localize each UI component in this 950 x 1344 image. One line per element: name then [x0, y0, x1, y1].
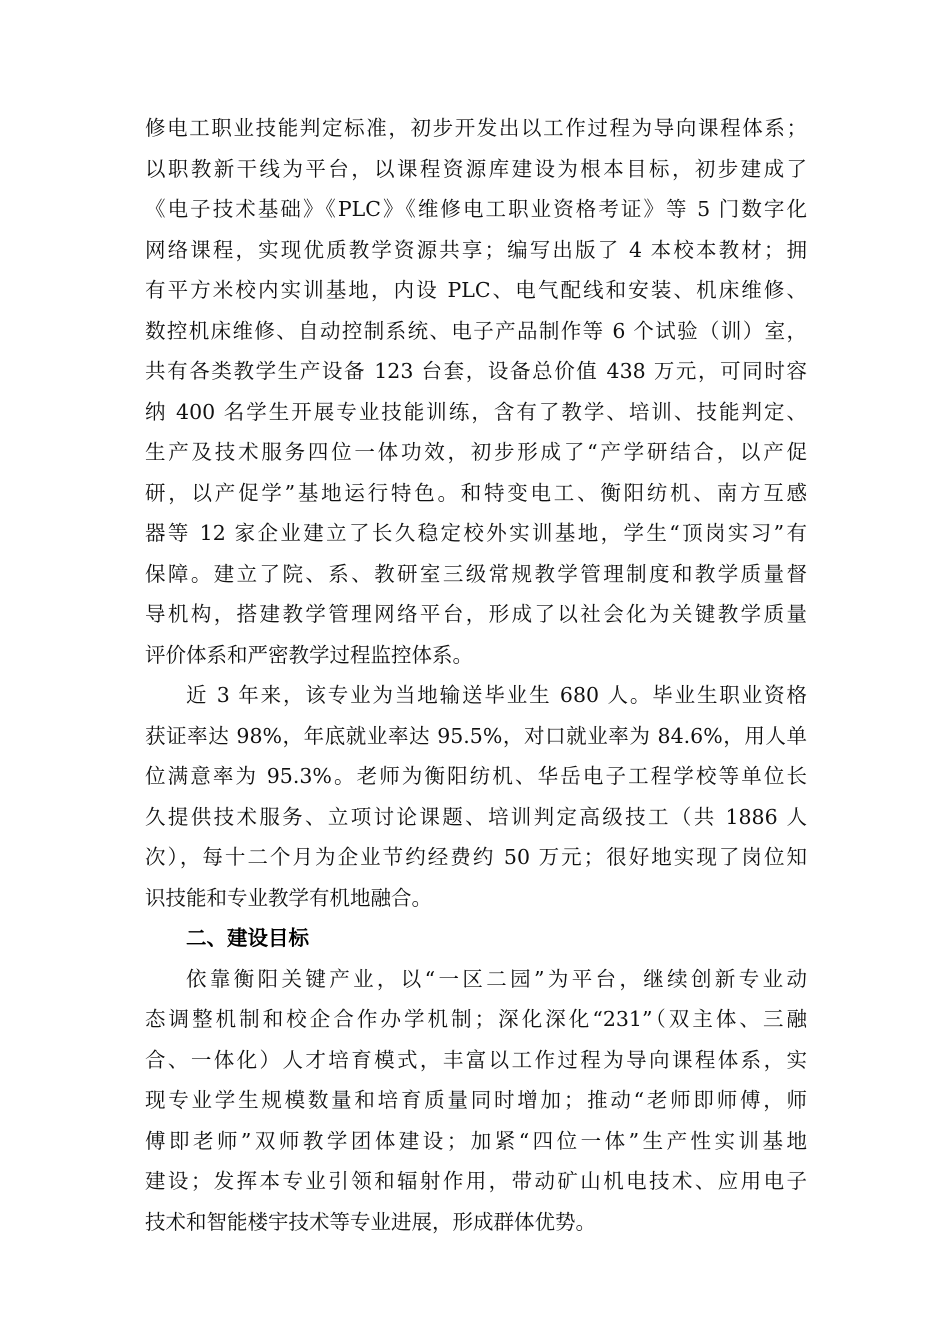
- text-line: 位满意率为 95.3%。老师为衡阳纺机、华岳电子工程学校等单位长: [145, 764, 807, 788]
- text-line: 建设；发挥本专业引领和辐射作用，带动矿山机电技术、应用电子: [145, 1169, 807, 1193]
- text-line: 研，以产促学”基地运行特色。和特变电工、衡阳纺机、南方互感: [145, 480, 807, 505]
- text-line: 评价体系和严密教学过程监控体系。: [145, 642, 473, 667]
- text-line: 久提供技术服务、立项讨论课题、培训判定高级技工（共 1886 人: [145, 804, 807, 829]
- text-line: 技术和智能楼宇技术等专业进展，形成群体优势。: [145, 1209, 596, 1234]
- text-line: 网络课程，实现优质教学资源共享；编写出版了 4 本校本教材；拥: [145, 237, 807, 262]
- text-line: 《电子技术基础》《PLC》《维修电工职业资格考证》等 5 门数字化: [145, 197, 807, 221]
- text-line: 获证率达 98%，年底就业率达 95.5%，对口就业率为 84.6%，用人单: [145, 723, 807, 748]
- text-line: 依靠衡阳关键产业，以“一区二园”为平台，继续创新专业动: [186, 966, 807, 991]
- text-line: 共有各类教学生产设备 123 台套，设备总价值 438 万元，可同时容: [145, 359, 807, 383]
- text-line: 次），每十二个月为企业节约经费约 50 万元；很好地实现了岗位知: [145, 845, 807, 869]
- text-line: 有平方米校内实训基地，内设 PLC、电气配线和安装、机床维修、: [145, 278, 807, 302]
- text-line: 合、一体化）人才培育模式，丰富以工作过程为导向课程体系，实: [145, 1047, 807, 1072]
- text-line: 器等 12 家企业建立了长久稳定校外实训基地，学生“顶岗实习”有: [145, 521, 807, 545]
- text-line: 纳 400 名学生开展专业技能训练，含有了教学、培训、技能判定、: [145, 399, 807, 424]
- paragraph-3: [145, 959, 807, 1243]
- section-heading: 二、建设目标: [186, 926, 309, 950]
- text-line: 近 3 年来，该专业为当地输送毕业生 680 人。毕业生职业资格: [186, 683, 807, 707]
- document-body: [145, 108, 807, 1242]
- paragraph-1: [145, 108, 807, 675]
- text-line: 修电工职业技能判定标准，初步开发出以工作过程为导向课程体系；: [145, 116, 807, 140]
- text-line: 现专业学生规模数量和培育质量同时增加；推动“老师即师傅，师: [145, 1088, 807, 1112]
- paragraph-2: [145, 675, 807, 918]
- text-line: 保障。建立了院、系、教研室三级常规教学管理制度和教学质量督: [145, 561, 807, 586]
- text-line: 导机构，搭建教学管理网络平台，形成了以社会化为关键教学质量: [145, 602, 807, 626]
- text-line: 识技能和专业教学有机地融合。: [145, 885, 432, 910]
- text-line: 生产及技术服务四位一体功效，初步形成了“产学研结合，以产促: [145, 440, 807, 464]
- text-line: 以职教新干线为平台，以课程资源库建设为根本目标，初步建成了: [145, 156, 807, 181]
- text-line: 傅即老师”双师教学团体建设；加紧“四位一体”生产性实训基地: [145, 1128, 807, 1153]
- text-line: 数控机床维修、自动控制系统、电子产品制作等 6 个试验（训）室，: [145, 318, 807, 343]
- text-line: 态调整机制和校企合作办学机制；深化深化“231”（双主体、三融: [145, 1007, 807, 1031]
